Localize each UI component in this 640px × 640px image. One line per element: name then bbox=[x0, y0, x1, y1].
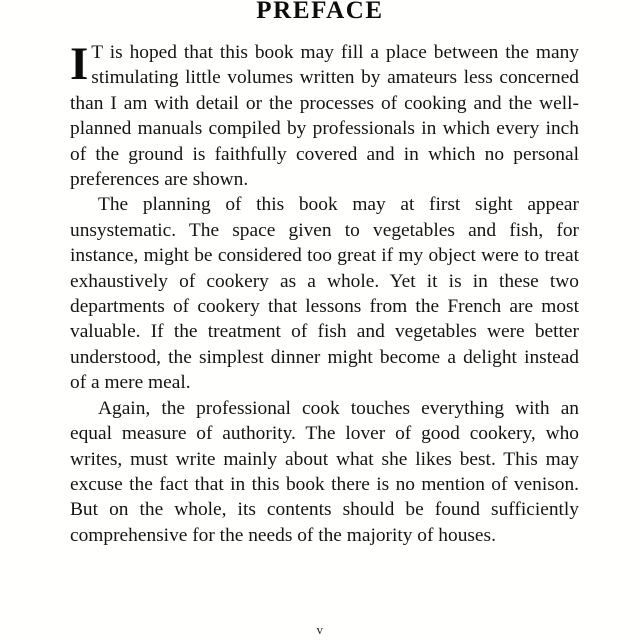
paragraph-3-text: Again, the professional cook touches everything with an equal measure of authority. The lover of good cookery, who writes, must write mainly about what she likes best. This may excuse the fact that in this book there is no mention of venison. But on the whole, its contents should be found sufficiently comprehensive for the needs of the majority of houses. bbox=[70, 397, 579, 546]
paragraph-3 bbox=[70, 396, 579, 548]
paragraph-1 bbox=[70, 40, 579, 192]
page-number: v bbox=[316, 622, 324, 637]
page-title: PREFACE bbox=[256, 0, 384, 24]
drop-cap-letter: I bbox=[70, 38, 89, 90]
paragraph-1-text: T is hoped that this book may fill a place between the many stimulating little volumes written by amateurs less concerned than I am with detail or the processes of cooking and the well-planned manuals compiled by professionals in which every inch of the ground is faithfully covered and in which no personal preferences are shown. bbox=[70, 42, 579, 191]
paragraph-2-text: The planning of this book may at first sight appear unsystematic. The space given to vegetables and fish, for instance, might be considered too great if my object were to treat exhaustively of cookery as a whole. Yet it is in these two departments of cookery that lessons from the French are most valuable. If the treatment of fish and vegetables were better understood, the simplest dinner might become a delight instead of a mere meal. bbox=[70, 194, 579, 394]
paragraph-2 bbox=[70, 192, 579, 395]
body-text-block bbox=[70, 40, 579, 548]
